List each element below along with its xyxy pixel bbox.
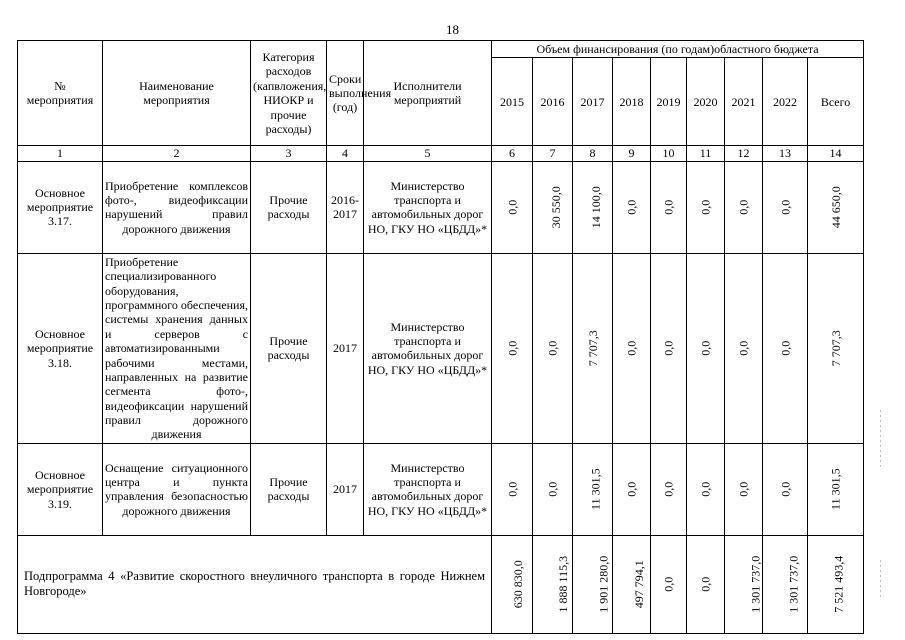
value-cell: 630 830,0 (510, 560, 525, 609)
column-number: 6 (492, 146, 533, 161)
page-number: 18 (446, 22, 459, 37)
value-cell: 0,0 (736, 481, 751, 497)
value-cell: 0,0 (545, 340, 560, 356)
column-number: 4 (327, 146, 364, 161)
event-category: Прочие расходы (251, 253, 327, 443)
event-term: 2017 (327, 443, 364, 535)
event-executors: Министерство транспорта и автомобильных дорог НО, ГКУ НО «ЦБДД»* (364, 443, 492, 535)
header-funding-title: Объем финансирования (по годам)областного бюджета (492, 41, 864, 58)
table-row (18, 253, 864, 443)
value-cell: 497 794,1 (631, 560, 646, 609)
value-cell: 0,0 (661, 481, 676, 497)
value-cell: 0,0 (698, 340, 713, 356)
value-cell: 0,0 (624, 340, 639, 356)
value-cell: 0,0 (777, 481, 792, 497)
scan-artifact (880, 560, 881, 600)
column-number: 13 (763, 146, 808, 161)
funding-table (17, 40, 864, 634)
value-cell: 0,0 (545, 481, 560, 497)
header-year: 2021 (725, 58, 763, 146)
value-cell: 0,0 (698, 481, 713, 497)
column-number: 3 (251, 146, 327, 161)
column-number: 11 (687, 146, 725, 161)
value-cell: 11 301,5 (588, 468, 603, 511)
header-year: 2019 (651, 58, 687, 146)
event-executors: Министерство транспорта и автомобильных дорог НО, ГКУ НО «ЦБДД»* (364, 253, 492, 443)
value-cell: 0,0 (736, 340, 751, 356)
event-executors: Министерство транспорта и автомобильных дорог НО, ГКУ НО «ЦБДД»* (364, 161, 492, 253)
header-year: 2018 (613, 58, 651, 146)
value-cell: 0,0 (698, 199, 713, 215)
value-cell: 0,0 (661, 199, 676, 215)
event-number: Основное мероприятие 3.17. (18, 161, 103, 253)
event-name: Приобретение специализированного оборудования, программного обеспечения, системы хранения данных и серверов с автоматизированными рабочими местами, направленных на развитие сегмента фото-, видеофиксации нарушений правил дорожного движения (103, 253, 251, 443)
value-cell: 0,0 (661, 340, 676, 356)
header-year: 2020 (687, 58, 725, 146)
value-cell: 7 707,3 (585, 330, 600, 367)
value-cell: 0,0 (777, 340, 792, 356)
event-category: Прочие расходы (251, 443, 327, 535)
event-name: Приобретение комплексов фото-, видеофиксации нарушений правил дорожного движения (103, 161, 251, 253)
header-year: 2022 (763, 58, 808, 146)
column-number: 7 (533, 146, 573, 161)
value-cell: 0,0 (624, 199, 639, 215)
event-term: 2016-2017 (327, 161, 364, 253)
event-name: Оснащение ситуационного центра и пункта управления безопасностью дорожного движения (103, 443, 251, 535)
column-number: 5 (364, 146, 492, 161)
value-cell: 0,0 (736, 199, 751, 215)
header-year: 2015 (492, 58, 533, 146)
column-number: 2 (103, 146, 251, 161)
event-number: Основное мероприятие 3.19. (18, 443, 103, 535)
header-col-term: Сроки выполнения (год) (327, 41, 364, 146)
event-category: Прочие расходы (251, 161, 327, 253)
value-cell: 1 301 737,0 (748, 555, 763, 613)
column-number: 12 (725, 146, 763, 161)
column-number: 10 (651, 146, 687, 161)
value-cell: 30 550,0 (548, 186, 563, 229)
header-col-name: Наименование мероприятия (103, 41, 251, 146)
header-col-category: Категория расходов (капвложения, НИОКР и прочие расходы) (251, 41, 327, 146)
value-cell: 1 901 280,0 (596, 555, 611, 613)
column-number: 9 (613, 146, 651, 161)
subprogram-title: Подпрограмма 4 «Развитие скоростного внеуличного транспорта в городе Нижнем Новгороде» (18, 535, 492, 633)
header-col-no: № мероприятия (18, 41, 103, 146)
total-cell: 7 707,3 (828, 330, 843, 367)
column-number: 14 (808, 146, 864, 161)
value-cell: 1 888 115,3 (556, 556, 571, 613)
value-cell: 0,0 (504, 199, 519, 215)
header-col-executors: Исполнители мероприятий (364, 41, 492, 146)
value-cell: 1 301 737,0 (786, 555, 801, 613)
value-cell: 0,0 (661, 576, 676, 592)
event-term: 2017 (327, 253, 364, 443)
header-total: Всего (808, 58, 864, 146)
value-cell: 14 100,0 (588, 186, 603, 229)
value-cell: 0,0 (698, 576, 713, 592)
event-number: Основное мероприятие 3.18. (18, 253, 103, 443)
total-cell: 44 650,0 (828, 186, 843, 229)
value-cell: 0,0 (504, 481, 519, 497)
column-number: 1 (18, 146, 103, 161)
table-row (18, 161, 864, 253)
value-cell: 0,0 (624, 481, 639, 497)
total-cell: 7 521 493,4 (831, 555, 846, 613)
table-row (18, 443, 864, 535)
total-cell: 11 301,5 (828, 468, 843, 511)
column-number: 8 (573, 146, 613, 161)
value-cell: 0,0 (777, 199, 792, 215)
header-year: 2017 (573, 58, 613, 146)
subprogram-row (18, 535, 864, 633)
scan-artifact (880, 410, 881, 470)
value-cell: 0,0 (504, 340, 519, 356)
header-year: 2016 (533, 58, 573, 146)
